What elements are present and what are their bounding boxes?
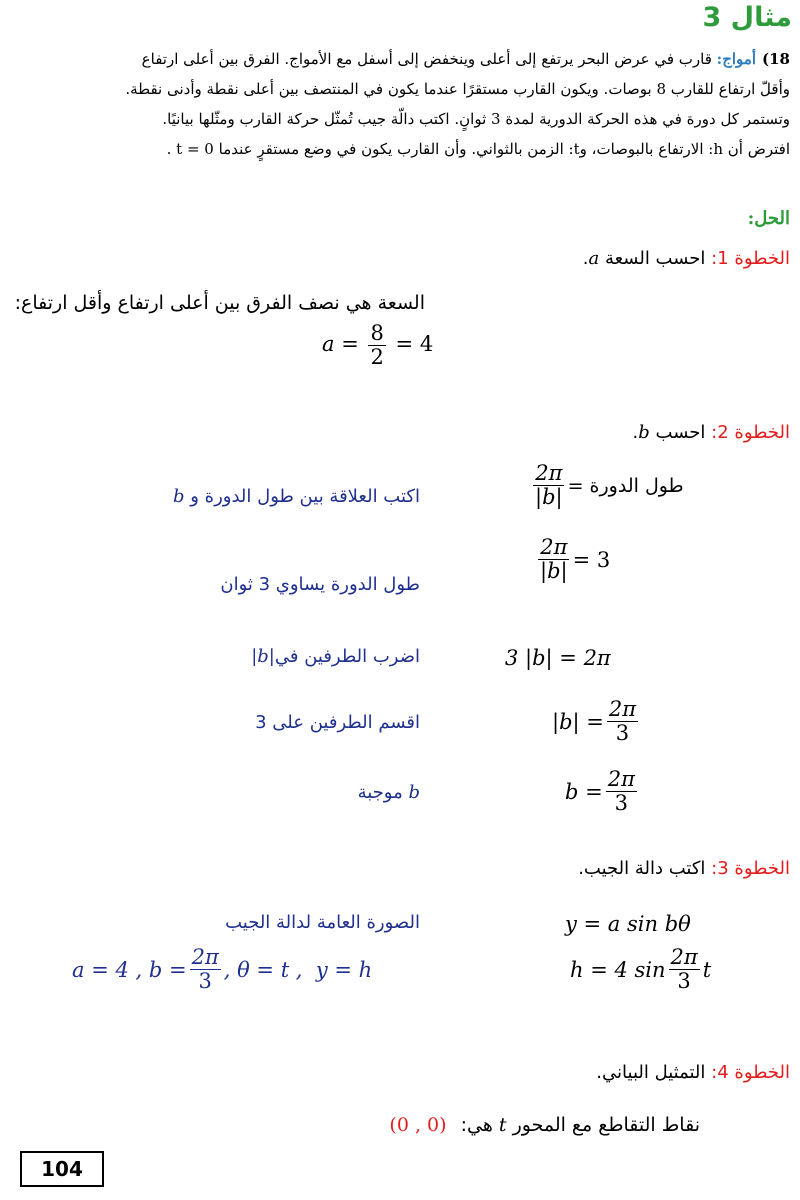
period-equation-2 — [535, 536, 610, 583]
denominator: 3 — [198, 969, 212, 994]
numerator: 2π — [540, 535, 568, 559]
amplitude-explanation: السعة هي نصف الفرق بين أعلى ارتفاع وأقل ارتفاع: — [14, 292, 425, 314]
note-var: |b| — [251, 646, 275, 667]
numerator: 2π — [191, 945, 219, 969]
note-text: اكتب العلاقة بين طول الدورة و — [190, 486, 420, 507]
step-label: الخطوة 4: — [711, 1062, 790, 1083]
period-label: طول الدورة = — [567, 474, 684, 497]
note-a: a = 4 , b = — [72, 957, 187, 982]
fraction — [607, 698, 638, 745]
numerator: 2π — [607, 767, 635, 791]
denominator: 3 — [615, 721, 630, 746]
problem-line-2: وأقلّ ارتفاع للقارب 8 بوصات. ويكون القارب مستقرًا عندما يكون في المنتصف بين أعلى نقطة وأدنى نقطة. — [125, 80, 790, 98]
intercepts-text: نقاط التقاطع مع المحور — [512, 1114, 700, 1136]
step-label: الخطوة 2: — [711, 422, 790, 443]
step-text: اكتب دالة الجيب. — [578, 858, 706, 879]
sine-function — [570, 946, 711, 993]
note-text: اضرب الطرفين في — [274, 646, 420, 667]
step-var: a — [588, 248, 600, 269]
fraction — [606, 768, 637, 815]
note-var: b — [408, 782, 420, 803]
numerator: 2π — [670, 945, 698, 969]
page-number: 104 — [20, 1151, 104, 1187]
step-2-heading: الخطوة 2: احسب b. — [632, 422, 790, 443]
numerator: 2π — [608, 697, 637, 721]
sine-general-form: y = a sin bθ — [565, 912, 691, 936]
note-text: موجبة — [357, 782, 403, 803]
step-text: احسب السعة — [604, 248, 706, 269]
step-note — [173, 486, 420, 507]
problem-line-1 — [4, 44, 790, 74]
intercepts-var: t — [498, 1114, 507, 1136]
eq-lhs: |b| = — [552, 709, 604, 734]
problem-number: 18) — [762, 50, 790, 68]
step-var: b — [638, 422, 650, 443]
eq-lhs: b = — [565, 779, 603, 804]
note-b: , θ = t , y = h — [223, 957, 373, 982]
step-note: اقسم الطرفين على 3 — [255, 712, 420, 733]
period-equation-1 — [530, 462, 684, 509]
example-title: مثال 3 — [702, 2, 792, 33]
problem-statement — [4, 44, 790, 164]
substitution-note — [72, 946, 372, 993]
denominator: |b| — [540, 559, 568, 584]
denominator: 2 — [370, 345, 384, 370]
fraction — [368, 322, 385, 369]
eq-tail: t — [702, 957, 712, 982]
period-equation-4 — [552, 698, 641, 745]
denominator: 3 — [677, 969, 691, 994]
step-1-heading: الخطوة 1: احسب السعة a. — [582, 248, 790, 269]
step-3-heading — [578, 858, 790, 879]
denominator: 3 — [614, 791, 628, 816]
fraction — [190, 946, 221, 993]
intercepts-tail: هي: — [460, 1114, 493, 1136]
step-note — [251, 646, 420, 667]
intercepts-value: (0 , 0) — [389, 1114, 447, 1136]
problem-line-4: افترض أن h: الارتفاع بالبوصات، وt: الزمن بالثواني. وأن القارب يكون في وضع مستقرٍ عندما t = 0 . — [166, 140, 790, 158]
fraction — [533, 462, 565, 509]
step-label: الخطوة 1: — [711, 248, 790, 269]
solution-label: الحل: — [747, 208, 790, 229]
period-equation-5 — [565, 768, 640, 815]
eq-rhs: = 3 — [572, 547, 611, 572]
step-text: التمثيل البياني. — [596, 1062, 706, 1083]
step-4-heading — [596, 1062, 790, 1083]
fraction — [669, 946, 700, 993]
problem-text-1: قارب في عرض البحر يرتفع إلى أعلى وينخفض إلى أسفل مع الأمواج. الفرق بين أعلى ارتفاع — [141, 50, 712, 68]
step-label: الخطوة 3: — [711, 858, 790, 879]
step-note: الصورة العامة لدالة الجيب — [225, 912, 420, 933]
denominator: |b| — [535, 485, 563, 510]
step-note: طول الدورة يساوي 3 ثوان — [220, 574, 420, 595]
eq-rhs: = 4 — [395, 332, 434, 357]
note-var: b — [172, 486, 185, 507]
amplitude-equation — [322, 322, 433, 369]
problem-line-3: وتستمر كل دورة في هذه الحركة الدورية لمدة 3 ثوانٍ. اكتب دالّة جيب تُمثّل حركة القارب ومثّلها بيانيًا. — [162, 110, 790, 128]
t-intercepts — [389, 1114, 700, 1136]
numerator: 8 — [370, 321, 384, 345]
step-note — [358, 782, 420, 803]
step-text: احسب — [655, 422, 706, 443]
period-equation-3: 3 |b| = 2π — [505, 646, 611, 670]
fraction — [538, 536, 570, 583]
eq-lhs: a = — [322, 332, 359, 357]
problem-keyword: أمواج: — [716, 50, 757, 68]
numerator: 2π — [535, 461, 563, 485]
eq-lhs: h = 4 sin — [570, 957, 666, 982]
